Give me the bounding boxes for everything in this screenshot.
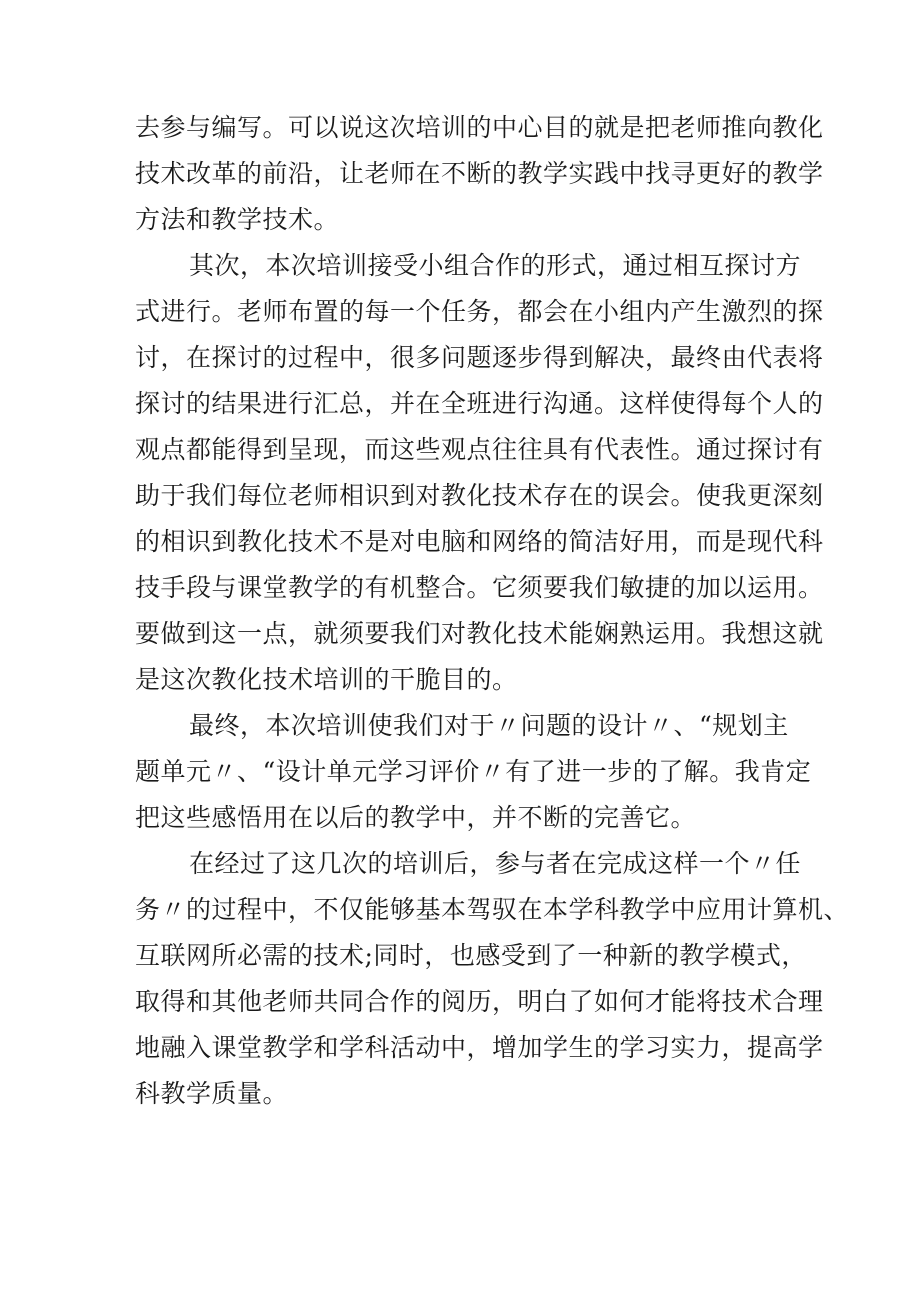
text-line: 务〃的过程中，不仅能够基本驾驭在本学科教学中应用计算机、	[135, 895, 850, 924]
text-line: 式进行。老师布置的每一个任务，都会在小组内产生激烈的探	[135, 297, 824, 326]
text-line: 互联网所必需的技术;同时，也感受到了一种新的教学模式，	[135, 941, 807, 970]
text-line: 最终，本次培训使我们对于〃问题的设计〃、“规划主	[189, 711, 789, 740]
text-line: 把这些感悟用在以后的教学中，并不断的完善它。	[135, 803, 697, 832]
text-line: 技手段与课堂教学的有机整合。它须要我们敏捷的加以运用。	[135, 573, 824, 602]
text-line: 是这次教化技术培训的干脆目的。	[135, 665, 518, 694]
text-line: 地融入课堂教学和学科活动中，增加学生的学习实力，提高学	[135, 1033, 824, 1062]
text-line: 去参与编写。可以说这次培训的中心目的就是把老师推向教化	[135, 113, 824, 142]
paragraph-2	[135, 243, 824, 703]
paragraph-3	[135, 703, 812, 841]
text-line: 技术改革的前沿，让老师在不断的教学实践中找寻更好的教学	[135, 159, 824, 188]
text-line: 题单元〃、“设计单元学习评价〃有了进一步的了解。我肯定	[135, 757, 812, 786]
document-body	[135, 105, 850, 1117]
text-line: 观点都能得到呈现，而这些观点往往具有代表性。通过探讨有	[135, 435, 824, 464]
text-line: 讨，在探讨的过程中，很多问题逐步得到解决，最终由代表将	[135, 343, 824, 372]
text-line: 科教学质量。	[135, 1079, 289, 1108]
text-line: 取得和其他老师共同合作的阅历，明白了如何才能将技术合理	[135, 987, 824, 1016]
text-line: 的相识到教化技术不是对电脑和网络的简洁好用，而是现代科	[135, 527, 824, 556]
text-line: 助于我们每位老师相识到对教化技术存在的误会。使我更深刻	[135, 481, 824, 510]
text-line: 方法和教学技术。	[135, 205, 340, 234]
paragraph-1	[135, 105, 824, 243]
text-line: 在经过了这几次的培训后，参与者在完成这样一个〃任	[189, 849, 802, 878]
text-line: 要做到这一点，就须要我们对教化技术能娴熟运用。我想这就	[135, 619, 824, 648]
text-line: 其次，本次培训接受小组合作的形式，通过相互探讨方	[189, 251, 802, 280]
text-line: 探讨的结果进行汇总，并在全班进行沟通。这样使得每个人的	[135, 389, 824, 418]
paragraph-4	[135, 841, 850, 1117]
